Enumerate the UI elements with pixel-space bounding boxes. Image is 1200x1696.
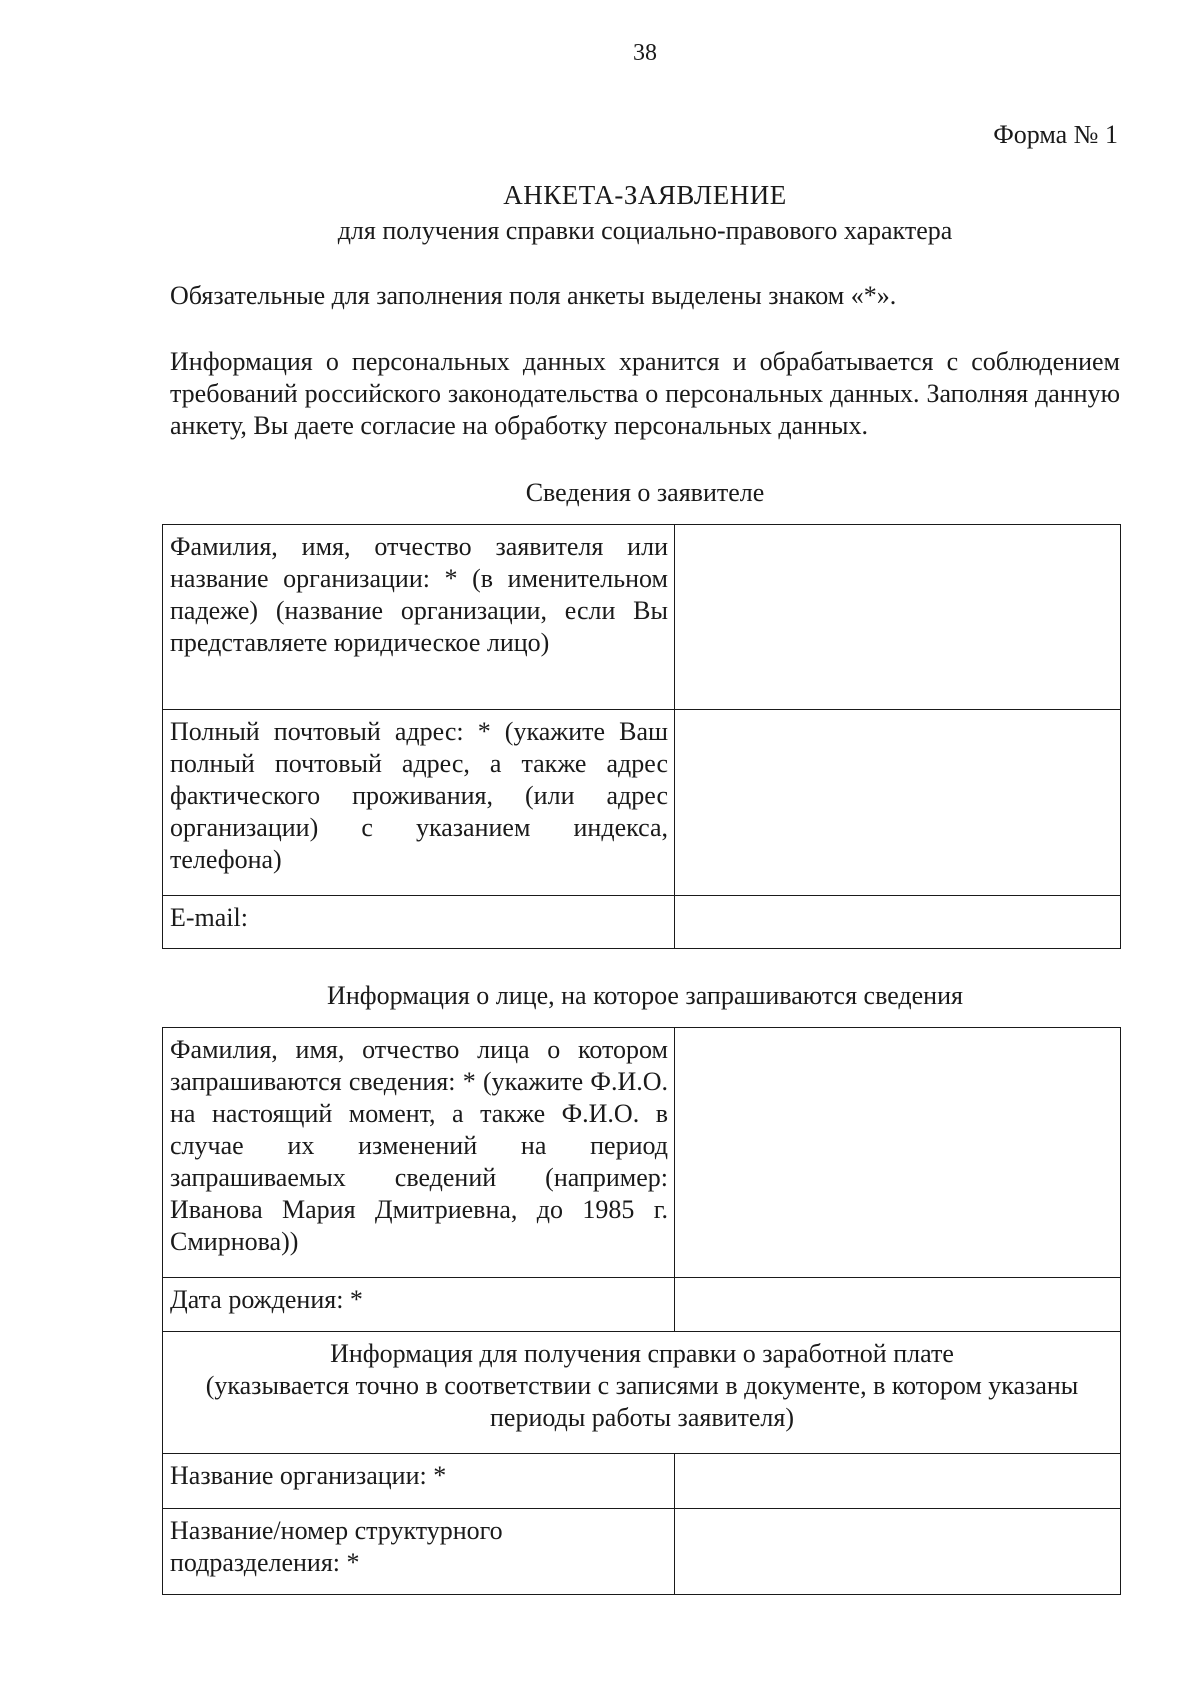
- table-row: [163, 710, 1121, 896]
- required-fields-notice: Обязательные для заполнения поля анкеты выделены знаком «*».: [170, 281, 897, 310]
- person-info-table: [162, 1027, 1121, 1595]
- table-row: [163, 896, 1121, 949]
- field-hint: (укажите Ф.И.О. на настоящий момент, а также Ф.И.О. в случае их изменений на период запрашиваемых сведений (например: Иванова Мария Дмитриевна, до 1985 г. Смирнова)): [170, 1067, 669, 1256]
- postal-address-label: [163, 710, 675, 896]
- salary-info-note: (указывается точно в соответствии с записями в документе, в котором указаны периоды работы заявителя): [205, 1371, 1079, 1432]
- document-title: АНКЕТА-ЗАЯВЛЕНИЕ: [503, 180, 787, 210]
- field-hint: (укажите Ваш полный почтовый адрес, а также адрес фактического проживания, (или адрес организации) с указанием индекса, телефона): [170, 717, 669, 874]
- field-label: Полный почтовый адрес: *: [170, 717, 491, 746]
- postal-address-field[interactable]: [675, 710, 1121, 896]
- salary-info-header: [163, 1332, 1121, 1454]
- field-label: E-mail:: [170, 903, 248, 932]
- applicant-name-field[interactable]: [675, 525, 1121, 710]
- applicant-name-label: [163, 525, 675, 710]
- field-label: Название организации: *: [170, 1461, 447, 1490]
- organization-name-label: [163, 1454, 675, 1509]
- birth-date-label: [163, 1278, 675, 1332]
- person-name-label: [163, 1028, 675, 1278]
- email-label: [163, 896, 675, 949]
- organization-name-field[interactable]: [675, 1454, 1121, 1509]
- field-hint: (в именительном падеже) (название организации, если Вы представляете юридическое лицо): [170, 564, 669, 657]
- person-section-heading: Информация о лице, на которое запрашиваются сведения: [327, 981, 963, 1010]
- table-row: [163, 1332, 1121, 1454]
- table-row: [163, 1509, 1121, 1595]
- field-label: Название/номер структурного подразделения: *: [170, 1516, 503, 1577]
- table-row: [163, 1454, 1121, 1509]
- salary-info-title: Информация для получения справки о заработной плате: [330, 1339, 954, 1368]
- table-row: [163, 1028, 1121, 1278]
- table-row: [163, 1278, 1121, 1332]
- person-name-field[interactable]: [675, 1028, 1121, 1278]
- department-label: [163, 1509, 675, 1595]
- privacy-notice: Информация о персональных данных хранится и обрабатывается с соблюдением требований российского законодательства о персональных данных. Заполняя данную анкету, Вы даете согласие на обработку персональных данных.: [170, 347, 1120, 440]
- applicant-info-table: [162, 524, 1121, 949]
- applicant-section-heading: Сведения о заявителе: [525, 478, 765, 507]
- table-row: [163, 525, 1121, 710]
- form-number: Форма № 1: [993, 120, 1118, 149]
- page-number: 38: [633, 40, 657, 66]
- department-field[interactable]: [675, 1509, 1121, 1595]
- field-label: Фамилия, имя, отчество лица о котором запрашиваются сведения: *: [170, 1035, 668, 1096]
- field-label: Фамилия, имя, отчество заявителя или название организации: *: [170, 532, 668, 593]
- email-field[interactable]: [675, 896, 1121, 949]
- field-label: Дата рождения: *: [170, 1285, 363, 1314]
- document-subtitle: для получения справки социально-правового характера: [337, 216, 953, 245]
- birth-date-field[interactable]: [675, 1278, 1121, 1332]
